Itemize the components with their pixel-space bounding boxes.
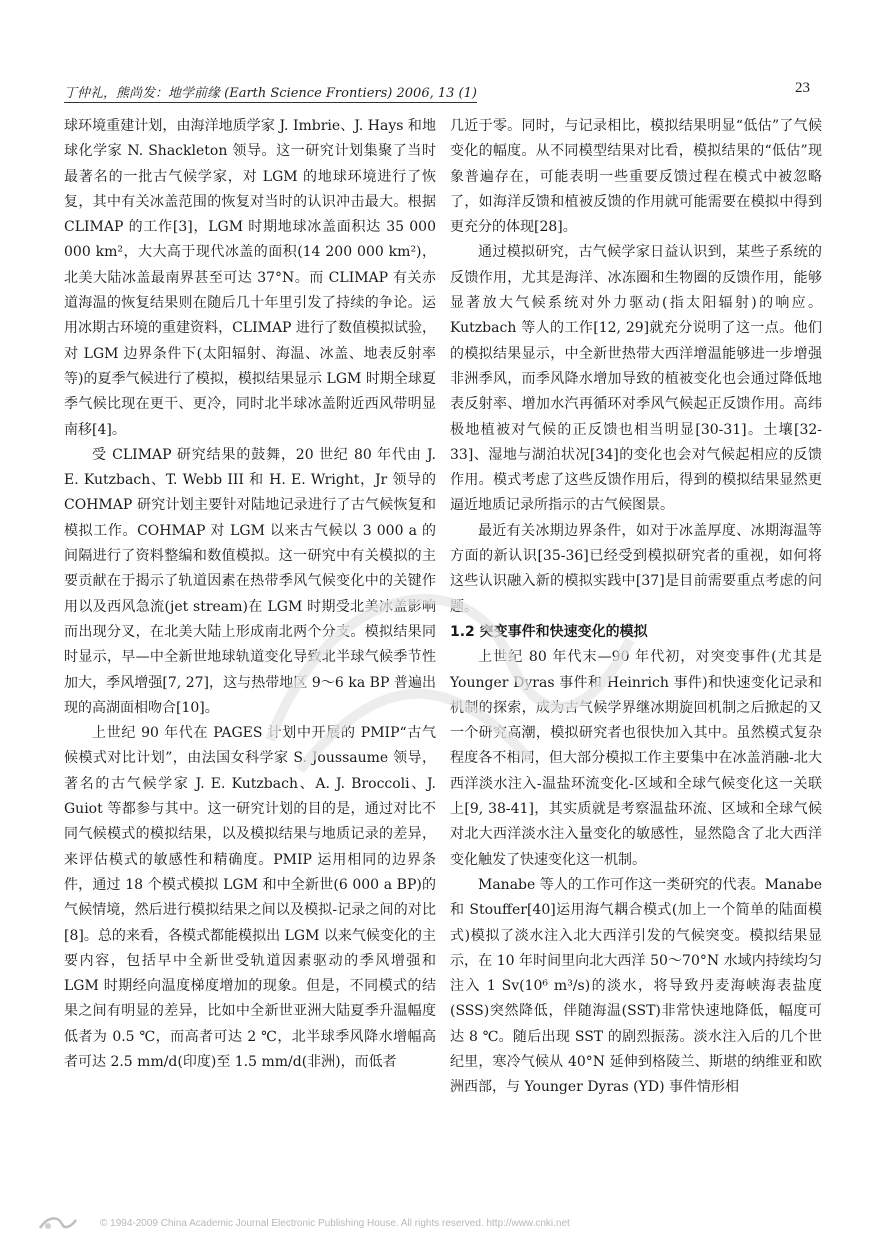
section-heading: 1.2 突变事件和快速变化的模拟 <box>450 623 648 640</box>
paragraph: Manabe 等人的工作可作这一类研究的代表。Manabe 和 Stouffer[40]运用海气耦合模式(加上一个简单的陆面模式)模拟了淡水注入北大西洋引发的气候突变。模拟结果显示，在 10 年时间里向北大西洋 50～70°N 水域内持续均匀注入 1 Sv(10⁶ m³/s)的淡水，将导致丹麦海峡海表盐度(SSS)突然降低，伴随海温(SST)非常快速地降低，幅度可达 8 ℃。随后出现 SST 的剧烈振荡。淡水注入后的几个世纪里，寒冷气候从 40°N 延伸到格陵兰、斯堪的纳维亚和欧洲西部，与 Younger Dyras (YD) 事件情形相 <box>450 876 822 1096</box>
paragraph: 受 CLIMAP 研究结果的鼓舞，20 世纪 80 年代由 J. E. Kutzbach、T. Webb III 和 H. E. Wright，Jr 领导的 COHMAP 研究计划主要针对陆地记录进行了古气候恢复和模拟工作。COHMAP 对 LGM 以来古气候以 3 000 a 的间隔进行了资料整编和数值模拟。这一研究中有关模拟的主要贡献在于揭示了轨道因素在热带季风气候变化中的关键作用以及西风急流(jet stream)在 LGM 时期受北美冰盖影响而出现分叉，在北美大陆上形成南北两个分支。模拟结果同时显示，早—中全新世地球轨道变化导致北半球气候季节性加大，季风增强[7, 27]，这与热带地区 9～6 ka BP 普遍出现的高湖面相吻合[10]。 <box>64 446 436 716</box>
left-column <box>64 114 436 1075</box>
paragraph: 最近有关冰期边界条件，如对于冰盖厚度、冰期海温等方面的新认识[35-36]已经受到模拟研究者的重视，如何将这些认识融入新的模拟实践中[37]是目前需要重点考虑的问题。 <box>450 522 822 615</box>
paragraph: 上世纪 80 年代末—90 年代初，对突变事件(尤其是 Younger Dyras 事件和 Heinrich 事件)和快速变化记录和机制的探索，成为古气候学界继冰期旋回机制之后掀起的又一个研究高潮，模拟研究者也很快加入其中。虽然模式复杂程度各不相同，但大部分模拟工作主要集中在冰盖消融-北大西洋淡水注入-温盐环流变化-区域和全球气候变化这一关联上[9, 38-41]，其实质就是考察温盐环流、区域和全球气候对北大西洋淡水注入量变化的敏感性，显然隐含了北大西洋变化触发了快速变化这一机制。 <box>450 649 822 868</box>
paragraph: 上世纪 90 年代在 PAGES 计划中开展的 PMIP“古气候模式对比计划”，由法国女科学家 S. Joussaume 领导，著名的古气候学家 J. E. Kutzbach、A. J. Broccoli、J. Guiot 等都参与其中。这一研究计划的目的是，通过对比不同气候模式的模拟结果，以及模拟结果与地质记录的差异，来评估模式的敏感性和精确度。PMIP 运用相同的边界条件，通过 18 个模式模拟 LGM 和中全新世(6 000 a BP)的气候情境，然后进行模拟结果之间以及模拟-记录之间的对比[8]。总的来看，各模式都能模拟出 LGM 以来气候变化的主要内容，包括早中全新世受轨道因素驱动的季风增强和 LGM 时期经向温度梯度增加的现象。但是，不同模式的结果之间有明显的差异，比如中全新世亚洲大陆夏季升温幅度低者为 0.5 ℃，而高者可达 2 ℃，北半球季风降水增幅高者可达 2.5 mm/d(印度)至 1.5 mm/d(非洲)，而低者 <box>64 725 436 1070</box>
copyright-notice: © 1994-2009 China Academic Journal Electronic Publishing House. All rights reserved. http://www.cnki.net <box>100 1218 570 1229</box>
paragraph: 几近于零。同时，与记录相比，模拟结果明显“低估”了气候变化的幅度。从不同模型结果对比看，模拟结果的“低估”现象普遍存在，可能表明一些重要反馈过程在模式中被忽略了，如海洋反馈和植被反馈的作用就可能需要在模拟中得到更充分的体现[28]。 <box>450 118 822 236</box>
running-title: 丁仲礼，熊尚发：地学前缘 (Earth Science Frontiers) 2006, 13 (1) <box>64 82 477 103</box>
page-number: 23 <box>795 80 810 96</box>
cnki-logo-icon <box>36 1214 84 1232</box>
footer <box>30 1214 850 1236</box>
paragraph: 球环境重建计划，由海洋地质学家 J. Imbrie、J. Hays 和地球化学家 N. Shackleton 领导。这一研究计划集聚了当时最著名的一批古气候学家，对 LGM 的地球环境进行了恢复，其中有关冰盖范围的恢复对当时的认识冲击最大。根据 CLIMAP 的工作[3]，LGM 时期地球冰盖面积达 35 000 000 km²，大大高于现代冰盖的面积(14 200 000 km²)，北美大陆冰盖最南界甚至可达 37°N。而 CLIMAP 有关赤道海温的恢复结果则在随后几十年里引发了持续的争论。运用冰期古环境的重建资料，CLIMAP 进行了数值模拟试验，对 LGM 边界条件下(太阳辐射、海温、冰盖、地表反射率等)的夏季气候进行了模拟，模拟结果显示 LGM 时期全球夏季气候比现在更干、更冷，同时北半球冰盖附近西风带明显南移[4]。 <box>64 118 436 438</box>
running-header <box>64 80 816 102</box>
right-column <box>450 114 822 1101</box>
paragraph: 通过模拟研究，古气候学家日益认识到，某些子系统的反馈作用，尤其是海洋、冰冻圈和生物圈的反馈作用，能够显著放大气候系统对外力驱动(指太阳辐射)的响应。Kutzbach 等人的工作[12, 29]就充分说明了这一点。他们的模拟结果显示，中全新世热带大西洋增温能够进一步增强非洲季风，而季风降水增加导致的植被变化也会通过降低地表反射率、增加水汽再循环对季风气候起正反馈作用。高纬极地植被对气候的正反馈也相当明显[30-31]。土壤[32-33]、湿地与湖泊状况[34]的变化也会对气候起相应的反馈作用。模式考虑了这些反馈作用后，得到的模拟结果显然更逼近地质记录所指示的古气候图景。 <box>450 244 822 514</box>
